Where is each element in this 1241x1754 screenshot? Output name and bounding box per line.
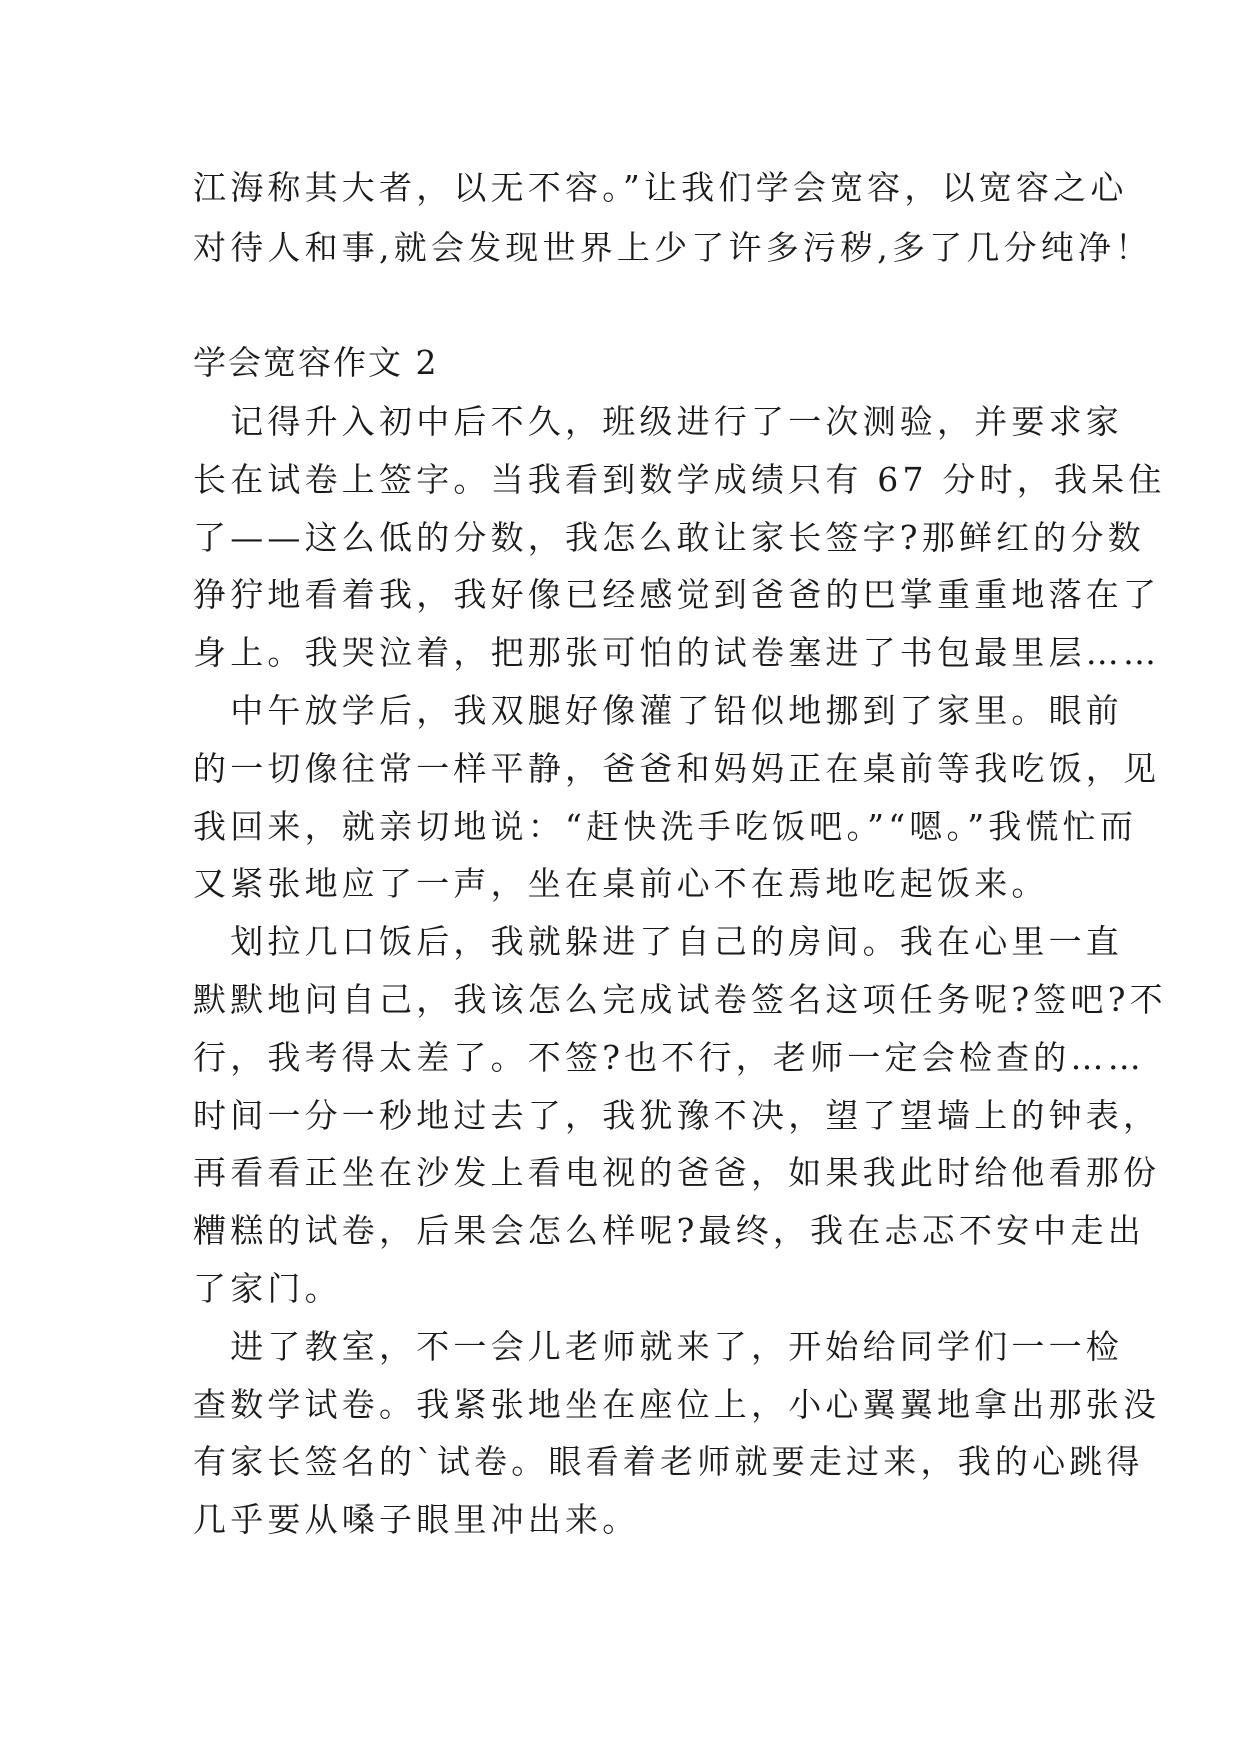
- body-line: 进了教室，不一会儿老师就来了，开始给同学们一一检: [193, 1327, 1123, 1366]
- body-line: 狰狞地看着我，我好像已经感觉到爸爸的巴掌重重地落在了: [193, 575, 1161, 614]
- body-line: 划拉几口饭后，我就躲进了自己的房间。我在心里一直: [193, 922, 1123, 961]
- body-line: 的一切像往常一样平静，爸爸和妈妈正在桌前等我吃饭，见: [193, 749, 1161, 788]
- body-line: 时间一分一秒地过去了，我犹豫不决，望了望墙上的钟表，: [193, 1096, 1161, 1135]
- intro-line: 江海称其大者，以无不容。”让我们学会宽容，以宽容之心: [193, 168, 1128, 207]
- intro-line: 对待人和事,就会发现世界上少了许多污秽,多了几分纯净！: [193, 228, 1153, 267]
- body-line: 身上。我哭泣着，把那张可怕的试卷塞进了书包最里层……: [193, 633, 1161, 672]
- body-line: 了家门。: [193, 1269, 342, 1308]
- body-line: 了——这么低的分数，我怎么敢让家长签字?那鲜红的分数: [193, 518, 1145, 557]
- body-line: 记得升入初中后不久，班级进行了一次测验，并要求家: [193, 402, 1123, 441]
- section-title: 学会宽容作文 2: [193, 343, 439, 382]
- body-line: 又紧张地应了一声，坐在桌前心不在焉地吃起饭来。: [193, 864, 1049, 903]
- body-line: 几乎要从嗓子眼里冲出来。: [193, 1500, 640, 1539]
- body-line: 中午放学后，我双腿好像灌了铅似地挪到了家里。眼前: [193, 691, 1123, 730]
- body-line: 糟糕的试卷，后果会怎么样呢?最终，我在忐忑不安中走出: [193, 1211, 1145, 1250]
- body-line: 再看看正坐在沙发上看电视的爸爸，如果我此时给他看那份: [193, 1153, 1161, 1192]
- body-line: 有家长签名的`试卷。眼看着老师就要走过来，我的心跳得: [193, 1442, 1144, 1481]
- body-line: 默默地问自己，我该怎么完成试卷签名这项任务呢?签吧?不: [193, 980, 1167, 1019]
- body-line: 长在试卷上签字。当我看到数学成绩只有 67 分时，我呆住: [193, 460, 1166, 499]
- body-line: 查数学试卷。我紧张地坐在座位上，小心翼翼地拿出那张没: [193, 1385, 1161, 1424]
- body-line: 我回来，就亲切地说：“赶快洗手吃饭吧。”“嗯。”我慌忙而: [193, 807, 1138, 846]
- body-line: 行，我考得太差了。不签?也不行，老师一定会检查的……: [193, 1038, 1145, 1077]
